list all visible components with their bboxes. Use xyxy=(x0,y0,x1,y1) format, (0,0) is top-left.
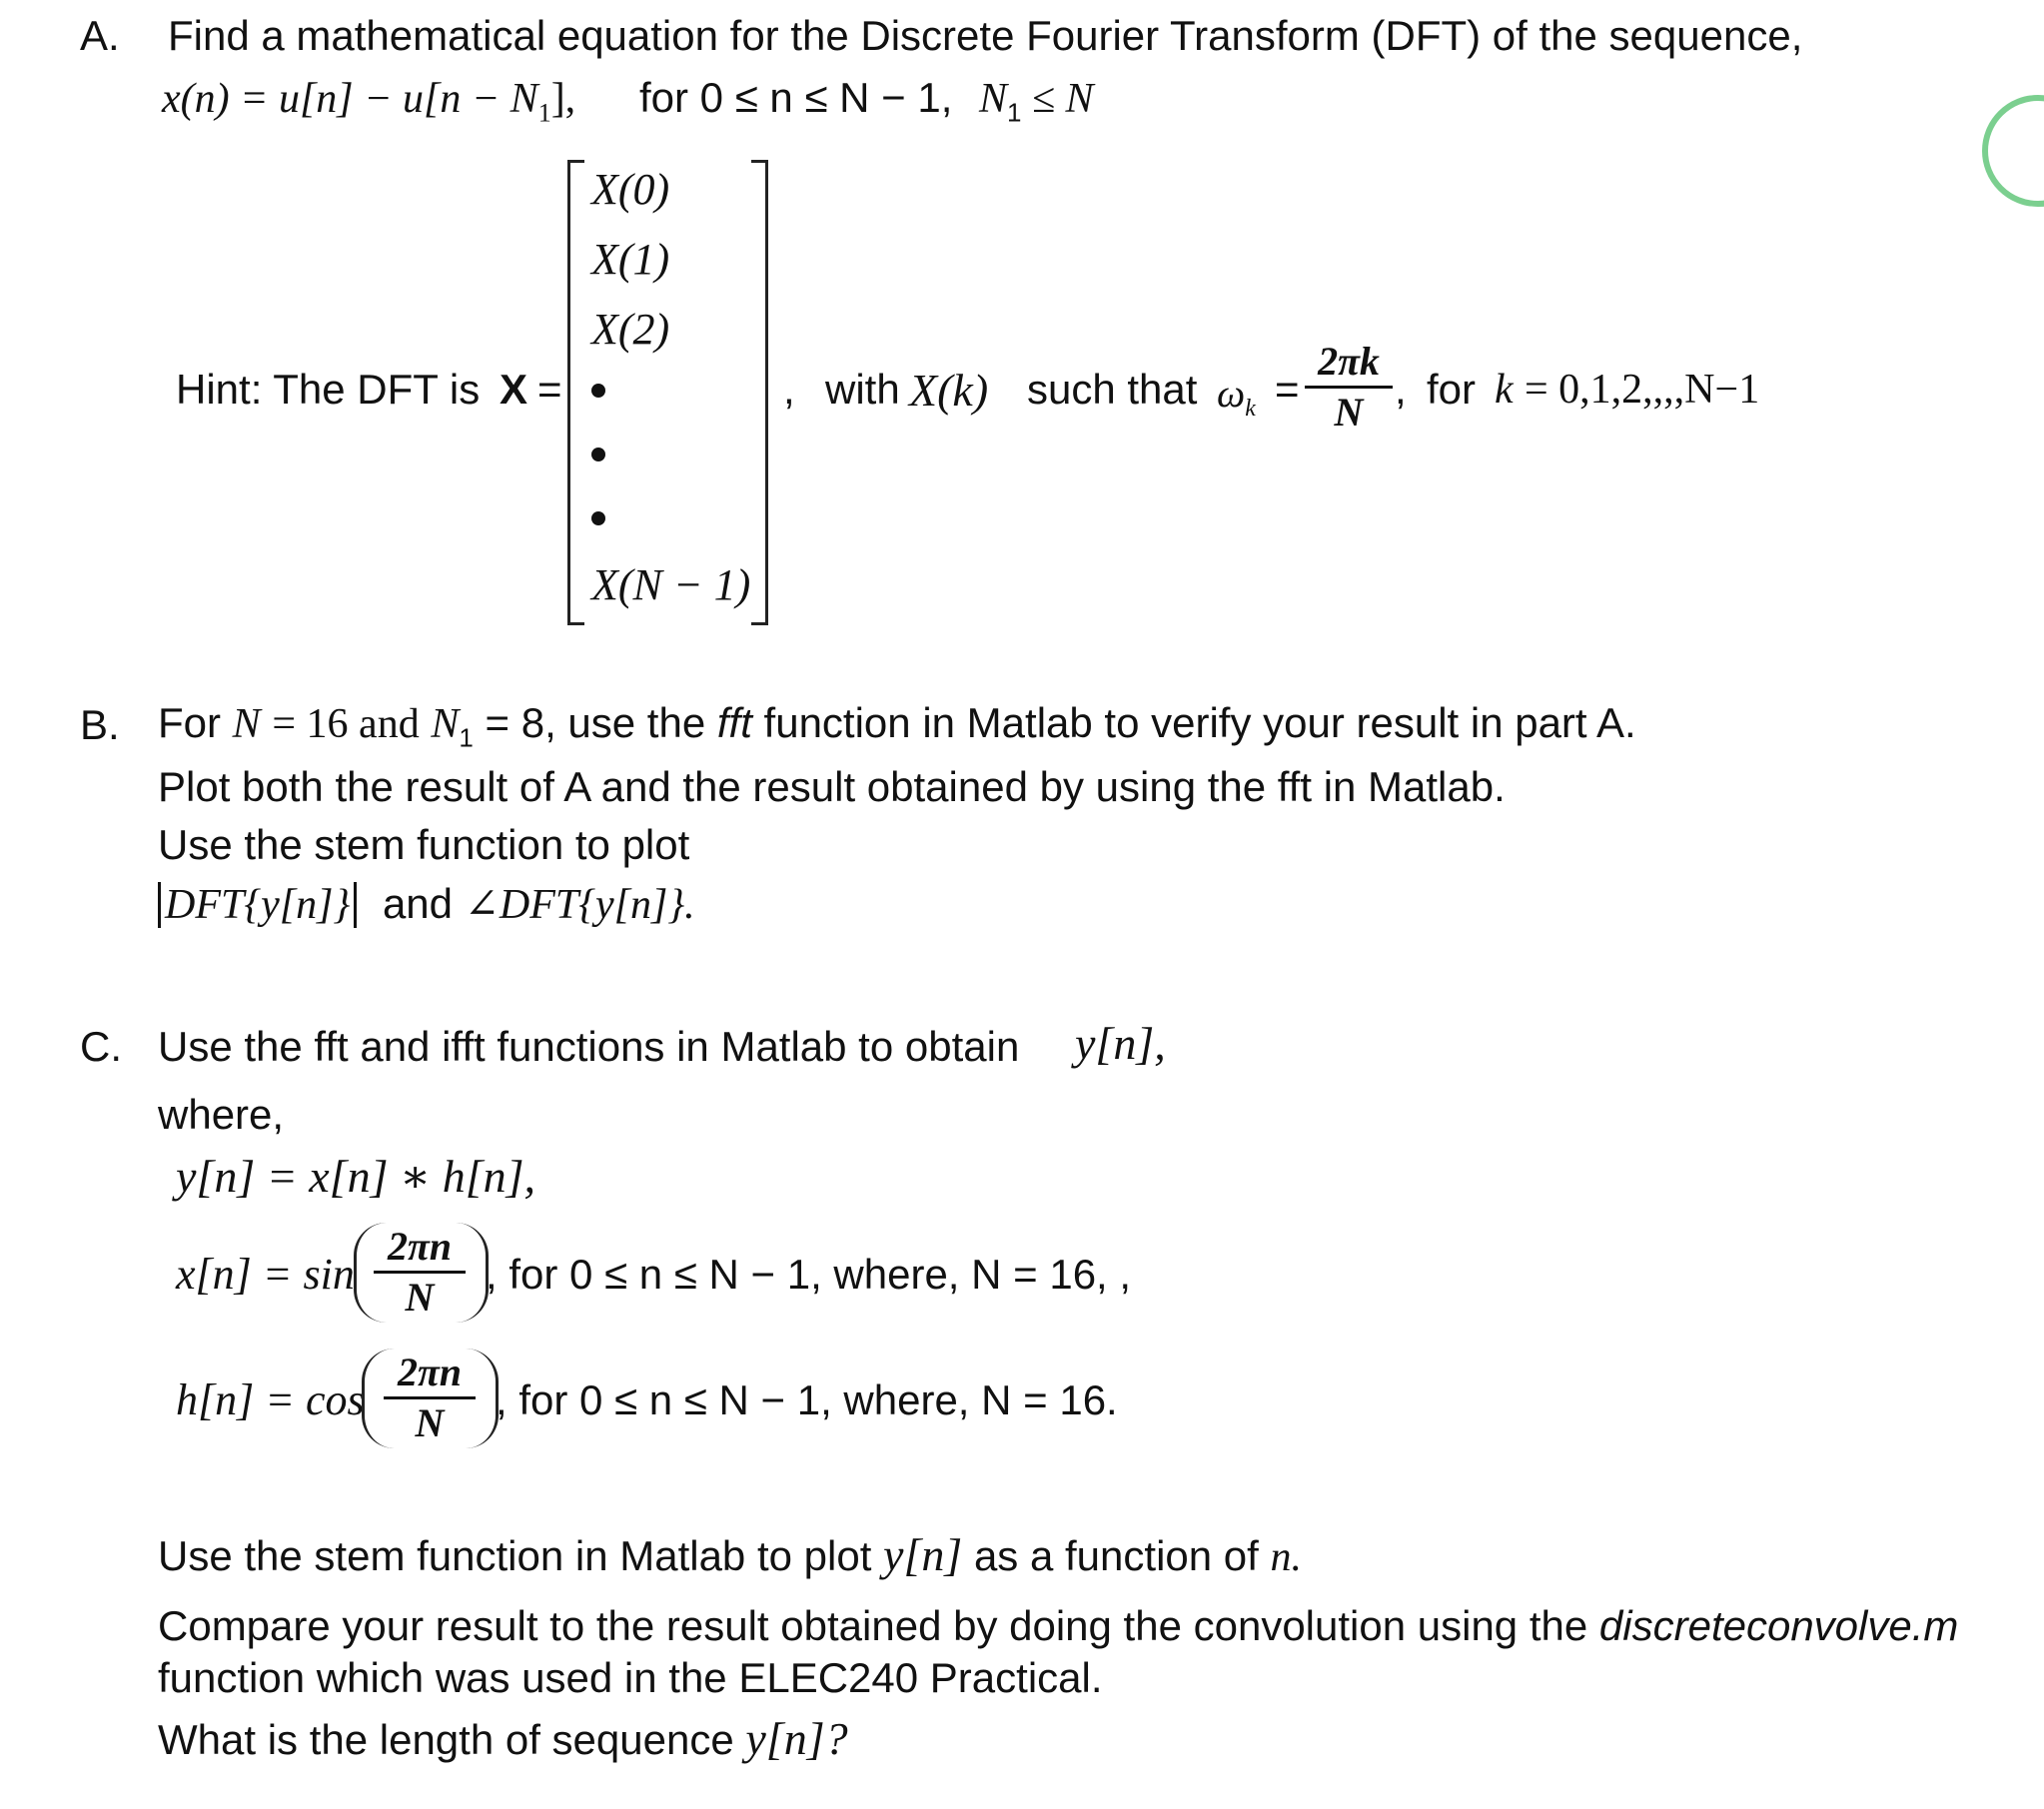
eq-x-bar xyxy=(374,1271,466,1274)
part-a-condition2 xyxy=(979,74,1094,128)
b-for: For xyxy=(158,699,221,746)
c-func-name: discreteconvolve.m xyxy=(1598,1602,1959,1649)
vector-right-bracket xyxy=(751,160,768,625)
part-c-line4 xyxy=(158,1602,1958,1650)
part-c-label: C. xyxy=(80,1023,122,1070)
b-fft: fft xyxy=(716,699,752,746)
c-stem-text: Use the stem function in Matlab to plot xyxy=(158,1532,872,1579)
vector-left-bracket xyxy=(567,160,584,625)
eq-x-lhs: x[n] = sin xyxy=(176,1250,355,1299)
eq-h-right-paren xyxy=(466,1349,499,1448)
dft-phase: ∠DFT{y[n]}. xyxy=(464,882,695,928)
frac-comma: , xyxy=(1395,366,1407,413)
eq-x-fraction xyxy=(374,1225,466,1320)
part-a-condition: for 0 ≤ n ≤ N − 1, xyxy=(639,74,953,121)
part-a-label: A. xyxy=(80,12,120,59)
vector-dot-1 xyxy=(591,384,605,398)
part-c-line5: function which was used in the ELEC240 Practical. xyxy=(158,1654,1103,1701)
hint-comma: , xyxy=(783,366,795,413)
vector-entry-1: X(1) xyxy=(591,235,670,284)
part-a-intro: Find a mathematical equation for the Discrete Fourier Transform (DFT) of the sequence, xyxy=(168,12,1803,59)
vector-entry-last: X(N − 1) xyxy=(591,560,751,609)
part-c-line1: Use the fft and ifft functions in Matlab to obtain xyxy=(158,1023,1020,1070)
b-n1-sub: 1 xyxy=(459,722,474,753)
vector-entry-2: X(2) xyxy=(591,305,670,354)
part-b-line3: Use the stem function to plot xyxy=(158,821,690,868)
b-n1: N xyxy=(431,701,460,747)
part-c-where: where, xyxy=(158,1091,285,1138)
eq-x-right-paren xyxy=(456,1223,489,1323)
part-b-line2: Plot both the result of A and the result obtained by using the fft in Matlab. xyxy=(158,763,1506,810)
eq-x-numerator: 2πn xyxy=(387,1224,453,1269)
vector-entry-0: X(0) xyxy=(591,165,670,214)
eq-h-rhs: , for 0 ≤ n ≤ N − 1, where, N = 16. xyxy=(496,1376,1118,1423)
omega-equals: = xyxy=(1275,366,1300,413)
b-n1-value: = 8, use the xyxy=(485,699,706,746)
c-length-y: y[n]? xyxy=(745,1713,848,1764)
omega-symbol: ω xyxy=(1217,371,1246,416)
b-n: N xyxy=(232,701,261,747)
frac-numerator: 2πk xyxy=(1318,339,1380,384)
part-c-y-n: y[n], xyxy=(1075,1018,1166,1069)
c-length-text: What is the length of sequence xyxy=(158,1716,734,1763)
c-compare-text: Compare your result to the result obtained by doing the convolution using the xyxy=(158,1602,1588,1649)
hint-with: with xyxy=(825,366,900,413)
vector-dot-3 xyxy=(591,511,605,525)
part-c-line3 xyxy=(158,1528,1302,1581)
hint-equals: = xyxy=(537,366,562,413)
k-variable: k xyxy=(1495,367,1514,413)
eq-x-rhs: , for 0 ≤ n ≤ N − 1, where, N = 16, , xyxy=(486,1251,1132,1298)
k-values: = 0,1,2,,,,N−1 xyxy=(1525,367,1760,413)
b-n-value: = 16 and xyxy=(272,701,420,747)
hint-lead: Hint: The DFT is xyxy=(176,366,481,413)
part-b-line1 xyxy=(158,699,1636,753)
b-and: and xyxy=(382,880,454,927)
c-stem-y: y[n] xyxy=(883,1529,963,1580)
sequence-subscript: 1 xyxy=(537,98,551,128)
vector-dot-2 xyxy=(591,448,605,461)
part-b-label: B. xyxy=(80,701,120,748)
eq-h-lhs: h[n] = cos xyxy=(176,1375,365,1424)
b-line1-end: function in Matlab to verify your result in part A. xyxy=(763,699,1636,746)
omega-subscript: k xyxy=(1245,396,1256,422)
hint-x-bold: X xyxy=(500,366,528,413)
floating-action-button[interactable] xyxy=(1982,95,2044,207)
c-n-var: n. xyxy=(1270,1534,1302,1580)
n1-symbol: N xyxy=(979,76,1008,122)
eq-h-numerator: 2πn xyxy=(397,1350,463,1394)
frac-denominator: N xyxy=(1334,390,1364,435)
omega-k xyxy=(1217,370,1256,423)
part-a-sequence xyxy=(162,74,575,128)
eq-convolution: y[n] = x[n] ∗ h[n], xyxy=(176,1151,536,1202)
sequence-end: ], xyxy=(550,76,576,122)
c-function-of: as a function of xyxy=(973,1532,1259,1579)
hint-such-that: such that xyxy=(1027,366,1198,413)
sequence-formula: x(n) = u[n] − u[n − N xyxy=(162,76,538,122)
two-pi-k-over-n xyxy=(1305,340,1393,435)
hint-for: for xyxy=(1427,366,1477,413)
n1-subscript: 1 xyxy=(1007,97,1022,128)
eq-h-fraction xyxy=(384,1351,476,1445)
part-b-line4 xyxy=(158,879,695,929)
frac-bar xyxy=(1305,386,1393,389)
n1-inequality: ≤ N xyxy=(1021,76,1094,122)
eq-x-denominator: N xyxy=(405,1275,435,1320)
eq-h-bar xyxy=(384,1396,476,1399)
part-c-line6 xyxy=(158,1712,848,1765)
hint-xk: X(k) xyxy=(909,365,989,416)
eq-h-denominator: N xyxy=(415,1400,445,1445)
dft-magnitude: DFT{y[n]} xyxy=(158,882,357,928)
